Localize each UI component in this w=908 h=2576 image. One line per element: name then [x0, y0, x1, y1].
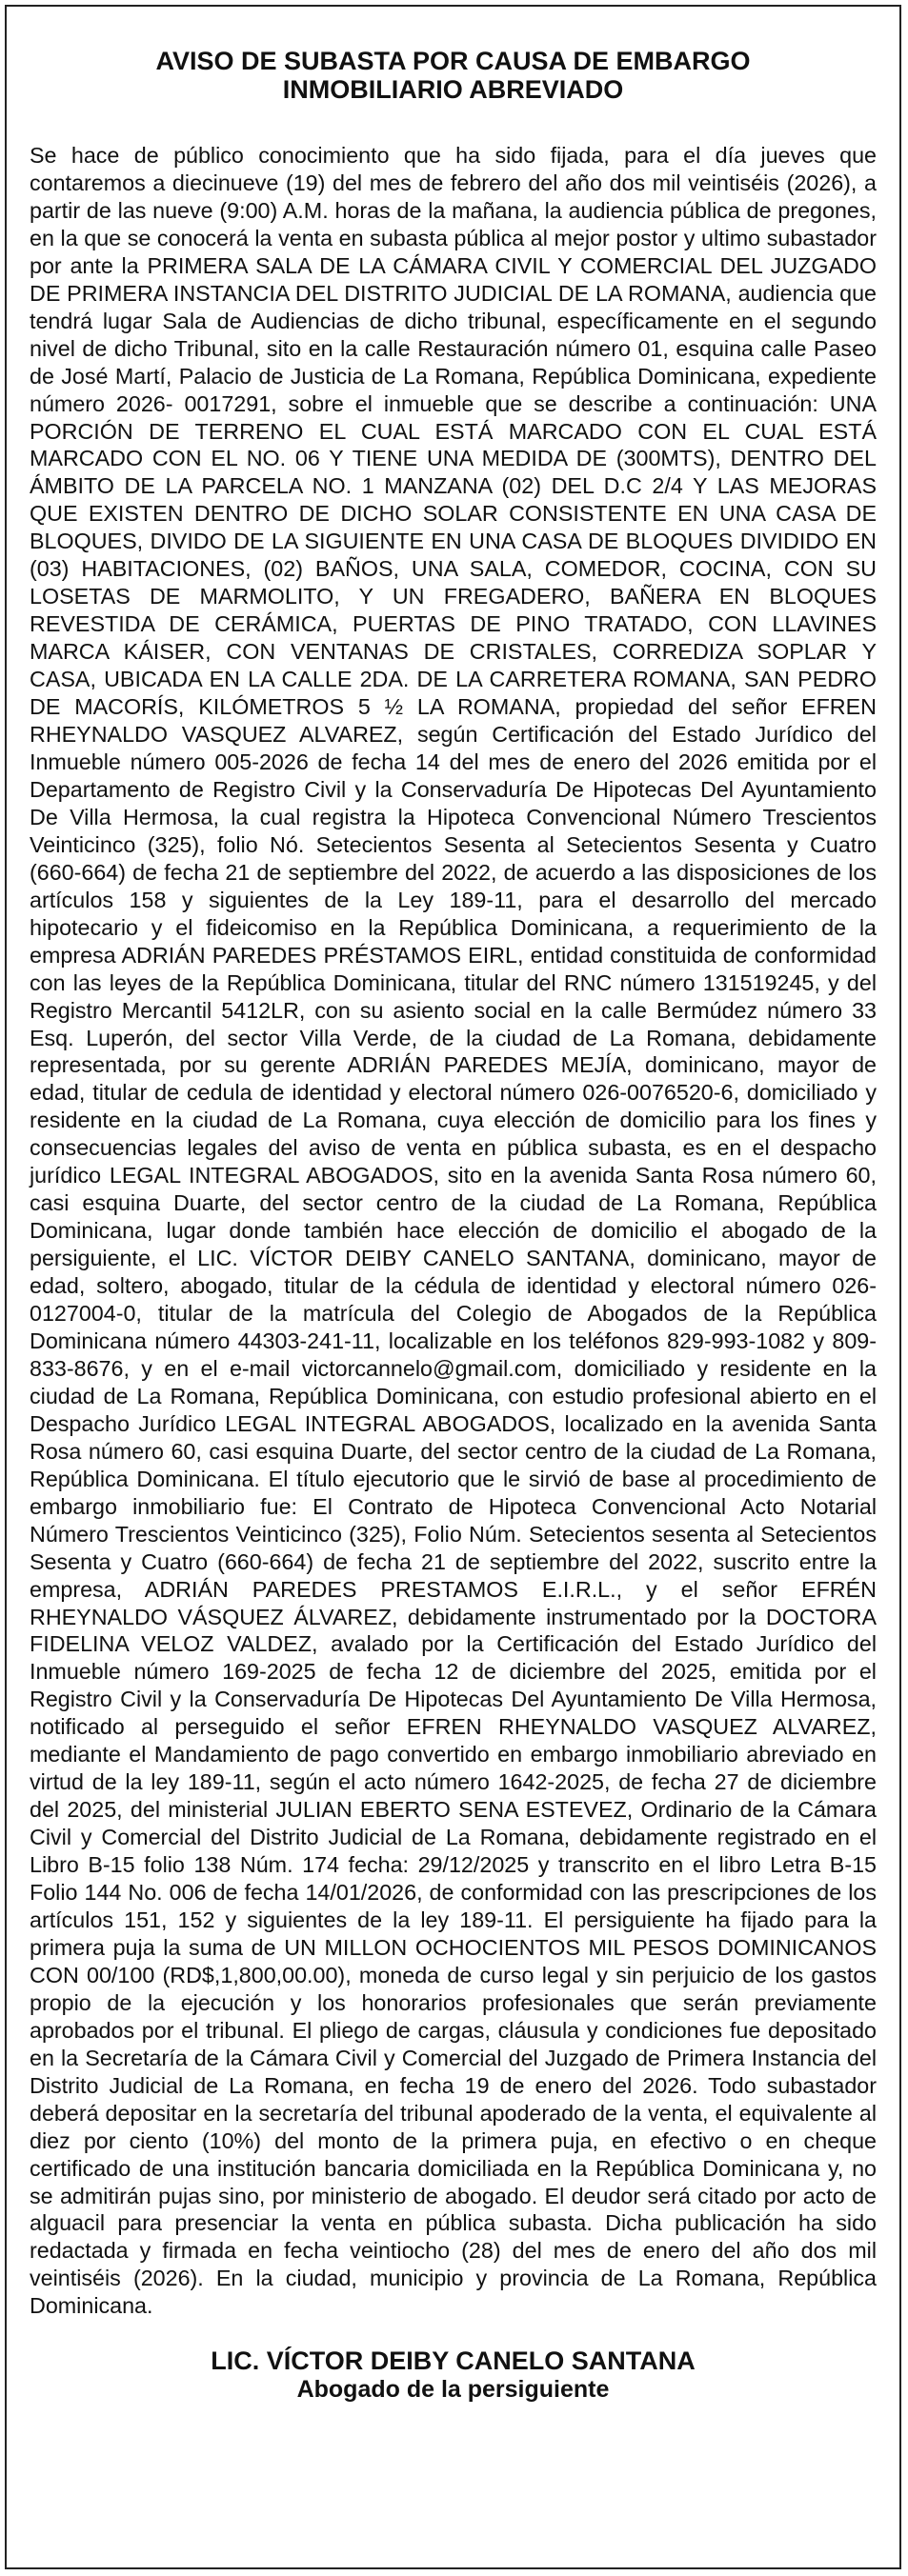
legal-notice-frame [5, 5, 901, 2569]
notice-body: Se hace de público conocimiento que ha sido fijada, para el día jueves que contaremos a diecinueve (19) del mes de febrero del año dos mil veintiséis (2026), a partir de las nueve (9:00) A.M. horas de la mañana, la audiencia pública de pregones, en la que se conocerá la venta en subasta pública al mejor postor y ultimo subastador por ante la PRIMERA SALA DE LA CÁMARA CIVIL Y COMERCIAL DEL JUZGADO DE PRIMERA INSTANCIA DEL DISTRITO JUDICIAL DE LA ROMANA, audiencia que tendrá lugar Sala de Audiencias de dicho tribunal, específicamente en el segundo nivel de dicho Tribunal, sito en la calle Restauración número 01, esquina calle Paseo de José Martí, Palacio de Justicia de La Romana, República Dominicana, expediente número 2026- 0017291, sobre el inmueble que se describe a continuación: UNA PORCIÓN DE TERRENO EL CUAL ESTÁ MARCADO CON EL CUAL ESTÁ MARCADO CON EL NO. 06 Y TIENE UNA MEDIDA DE (300MTS), DENTRO DEL ÁMBITO DE LA PARCELA NO. 1 MANZANA (02) DEL D.C 2/4 Y LAS MEJORAS QUE EXISTEN DENTRO DE DICHO SOLAR CONSISTENTE EN UNA CASA DE BLOQUES, DIVIDO DE LA SIGUIENTE EN UNA CASA DE BLOQUES DIVIDIDO EN (03) HABITACIONES, (02) BAÑOS, UNA SALA, COMEDOR, COCINA, CON SU LOSETAS DE MARMOLITO, Y UN FREGADERO, BAÑERA EN BLOQUES REVESTIDA DE CERÁMICA, PUERTAS DE PINO TRATADO, CON LLAVINES MARCA KÁISER, CON VENTANAS DE CRISTALES, CORREDIZA SOPLAR Y CASA, UBICADA EN LA CALLE 2DA. DE LA CARRETERA ROMANA, SAN PEDRO DE MACORÍS, KILÓMETROS 5 ½ LA ROMANA, propiedad del señor EFREN RHEYNALDO VASQUEZ ALVAREZ, según Certificación del Estado Jurídico del Inmueble número 005-2026 de fecha 14 del mes de enero del 2026 emitida por el Departamento de Registro Civil y la Conservaduría De Hipotecas Del Ayuntamiento De Villa Hermosa, la cual registra la Hipoteca Convencional Número Trescientos Veinticinco (325), folio Nó. Setecientos Sesenta al Setecientos Sesenta y Cuatro (660-664) de fecha 21 de septiembre del 2022, de acuerdo a las disposiciones de los artículos 158 y siguientes de la Ley 189-11, para el desarrollo del mercado hipotecario y el fideicomiso en la República Dominicana, a requerimiento de la empresa ADRIÁN PAREDES PRÉSTAMOS EIRL, entidad constituida de conformidad con las leyes de la República Dominicana, titular del RNC número 131519245, y del Registro Mercantil 5412LR, con su asiento social en la calle Bermúdez número 33 Esq. Luperón, del sector Villa Verde, de la ciudad de La Romana, debidamente representada, por su gerente ADRIÁN PAREDES MEJÍA, dominicano, mayor de edad, titular de cedula de identidad y electoral número 026-0076520-6, domiciliado y residente en la ciudad de La Romana, cuya elección de domicilio para los fines y consecuencias legales del aviso de venta en pública subasta, es en el despacho jurídico LEGAL INTEGRAL ABOGADOS, sito en la avenida Santa Rosa número 60, casi esquina Duarte, del sector centro de la ciudad de La Romana, República Dominicana, lugar donde también hace elección de domicilio el abogado de la persiguiente, el LIC. VÍCTOR DEIBY CANELO SANTANA, dominicano, mayor de edad, soltero, abogado, titular de la cédula de identidad y electoral número 026- 0127004-0, titular de la matrícula del Colegio de Abogados de la República Dominicana número 44303-241-11, localizable en los teléfonos 829-993-1082 y 809-833-8676, y en el e-mail victorcannelo@gmail.com, domiciliado y residente en la ciudad de La Romana, República Dominicana, con estudio profesional abierto en el Despacho Jurídico LEGAL INTEGRAL ABOGADOS, localizado en la avenida Santa Rosa número 60, casi esquina Duarte, del sector centro de la ciudad de La Romana, República Dominicana. El título ejecutorio que le sirvió de base al procedimiento de embargo inmobiliario fue: El Contrato de Hipoteca Convencional Acto Notarial Número Trescientos Veinticinco (325), Folio Núm. Setecientos sesenta al Setecientos Sesenta y Cuatro (660-664) de fecha 21 de septiembre del 2022, suscrito entre la empresa, ADRIÁN PAREDES PRESTAMOS E.I.R.L., y el señor EFRÉN RHEYNALDO VÁSQUEZ ÁLVAREZ, debidamente instrumentado por la DOCTORA FIDELINA VELOZ VALDEZ, avalado por la Certificación del Estado Jurídico del Inmueble número 169-2025 de fecha 12 de diciembre del 2025, emitida por el Registro Civil y la Conservaduría De Hipotecas Del Ayuntamiento De Villa Hermosa, notificado al perseguido el señor EFREN RHEYNALDO VASQUEZ ALVAREZ, mediante el Mandamiento de pago convertido en embargo inmobiliario abreviado en virtud de la ley 189-11, según el acto número 1642-2025, de fecha 27 de diciembre del 2025, del ministerial JULIAN EBERTO SENA ESTEVEZ, Ordinario de la Cámara Civil y Comercial del Distrito Judicial de La Romana, debidamente registrado en el Libro B-15 folio 138 Núm. 174 fecha: 29/12/2025 y transcrito en el libro Letra B-15 Folio 144 No. 006 de fecha 14/01/2026, de conformidad con las prescripciones de los artículos 151, 152 y siguientes de la ley 189-11. El persiguiente ha fijado para la primera puja la suma de UN MILLON OCHOCIENTOS MIL PESOS DOMINICANOS CON 00/100 (RD$,1,800,00.00), moneda de curso legal y sin perjuicio de los gastos propio de la ejecución y los honorarios profesionales que serán previamente aprobados por el tribunal. El pliego de cargas, cláusula y condiciones fue depositado en la Secretaría de la Cámara Civil y Comercial del Juzgado de Primera Instancia del Distrito Judicial de La Romana, en fecha 19 de enero del 2026. Todo subastador deberá depositar en la secretaría del tribunal apoderado de la venta, el equivalente al diez por ciento (10%) del monto de la primera puja, en efectivo o en cheque certificado de una institución bancaria domiciliada en la República Dominicana y, no se admitirán pujas sino, por ministerio de abogado. El deudor será citado por acto de alguacil para presenciar la venta en pública subasta. Dicha publicación ha sido redactada y firmada en fecha veintiocho (28) del mes de enero del año dos mil veintiséis (2026). En la ciudad, municipio y provincia de La Romana, República Dominicana. [30, 143, 877, 2319]
notice-title-line-2: INMOBILIARIO ABREVIADO [282, 75, 624, 104]
notice-title-line-1: AVISO DE SUBASTA POR CAUSA DE EMBARGO [155, 47, 751, 75]
signature-block [7, 2346, 899, 2404]
signature-role: Abogado de la persiguiente [296, 2376, 610, 2404]
signature-name: LIC. VÍCTOR DEIBY CANELO SANTANA [211, 2346, 696, 2376]
notice-title [45, 47, 861, 104]
